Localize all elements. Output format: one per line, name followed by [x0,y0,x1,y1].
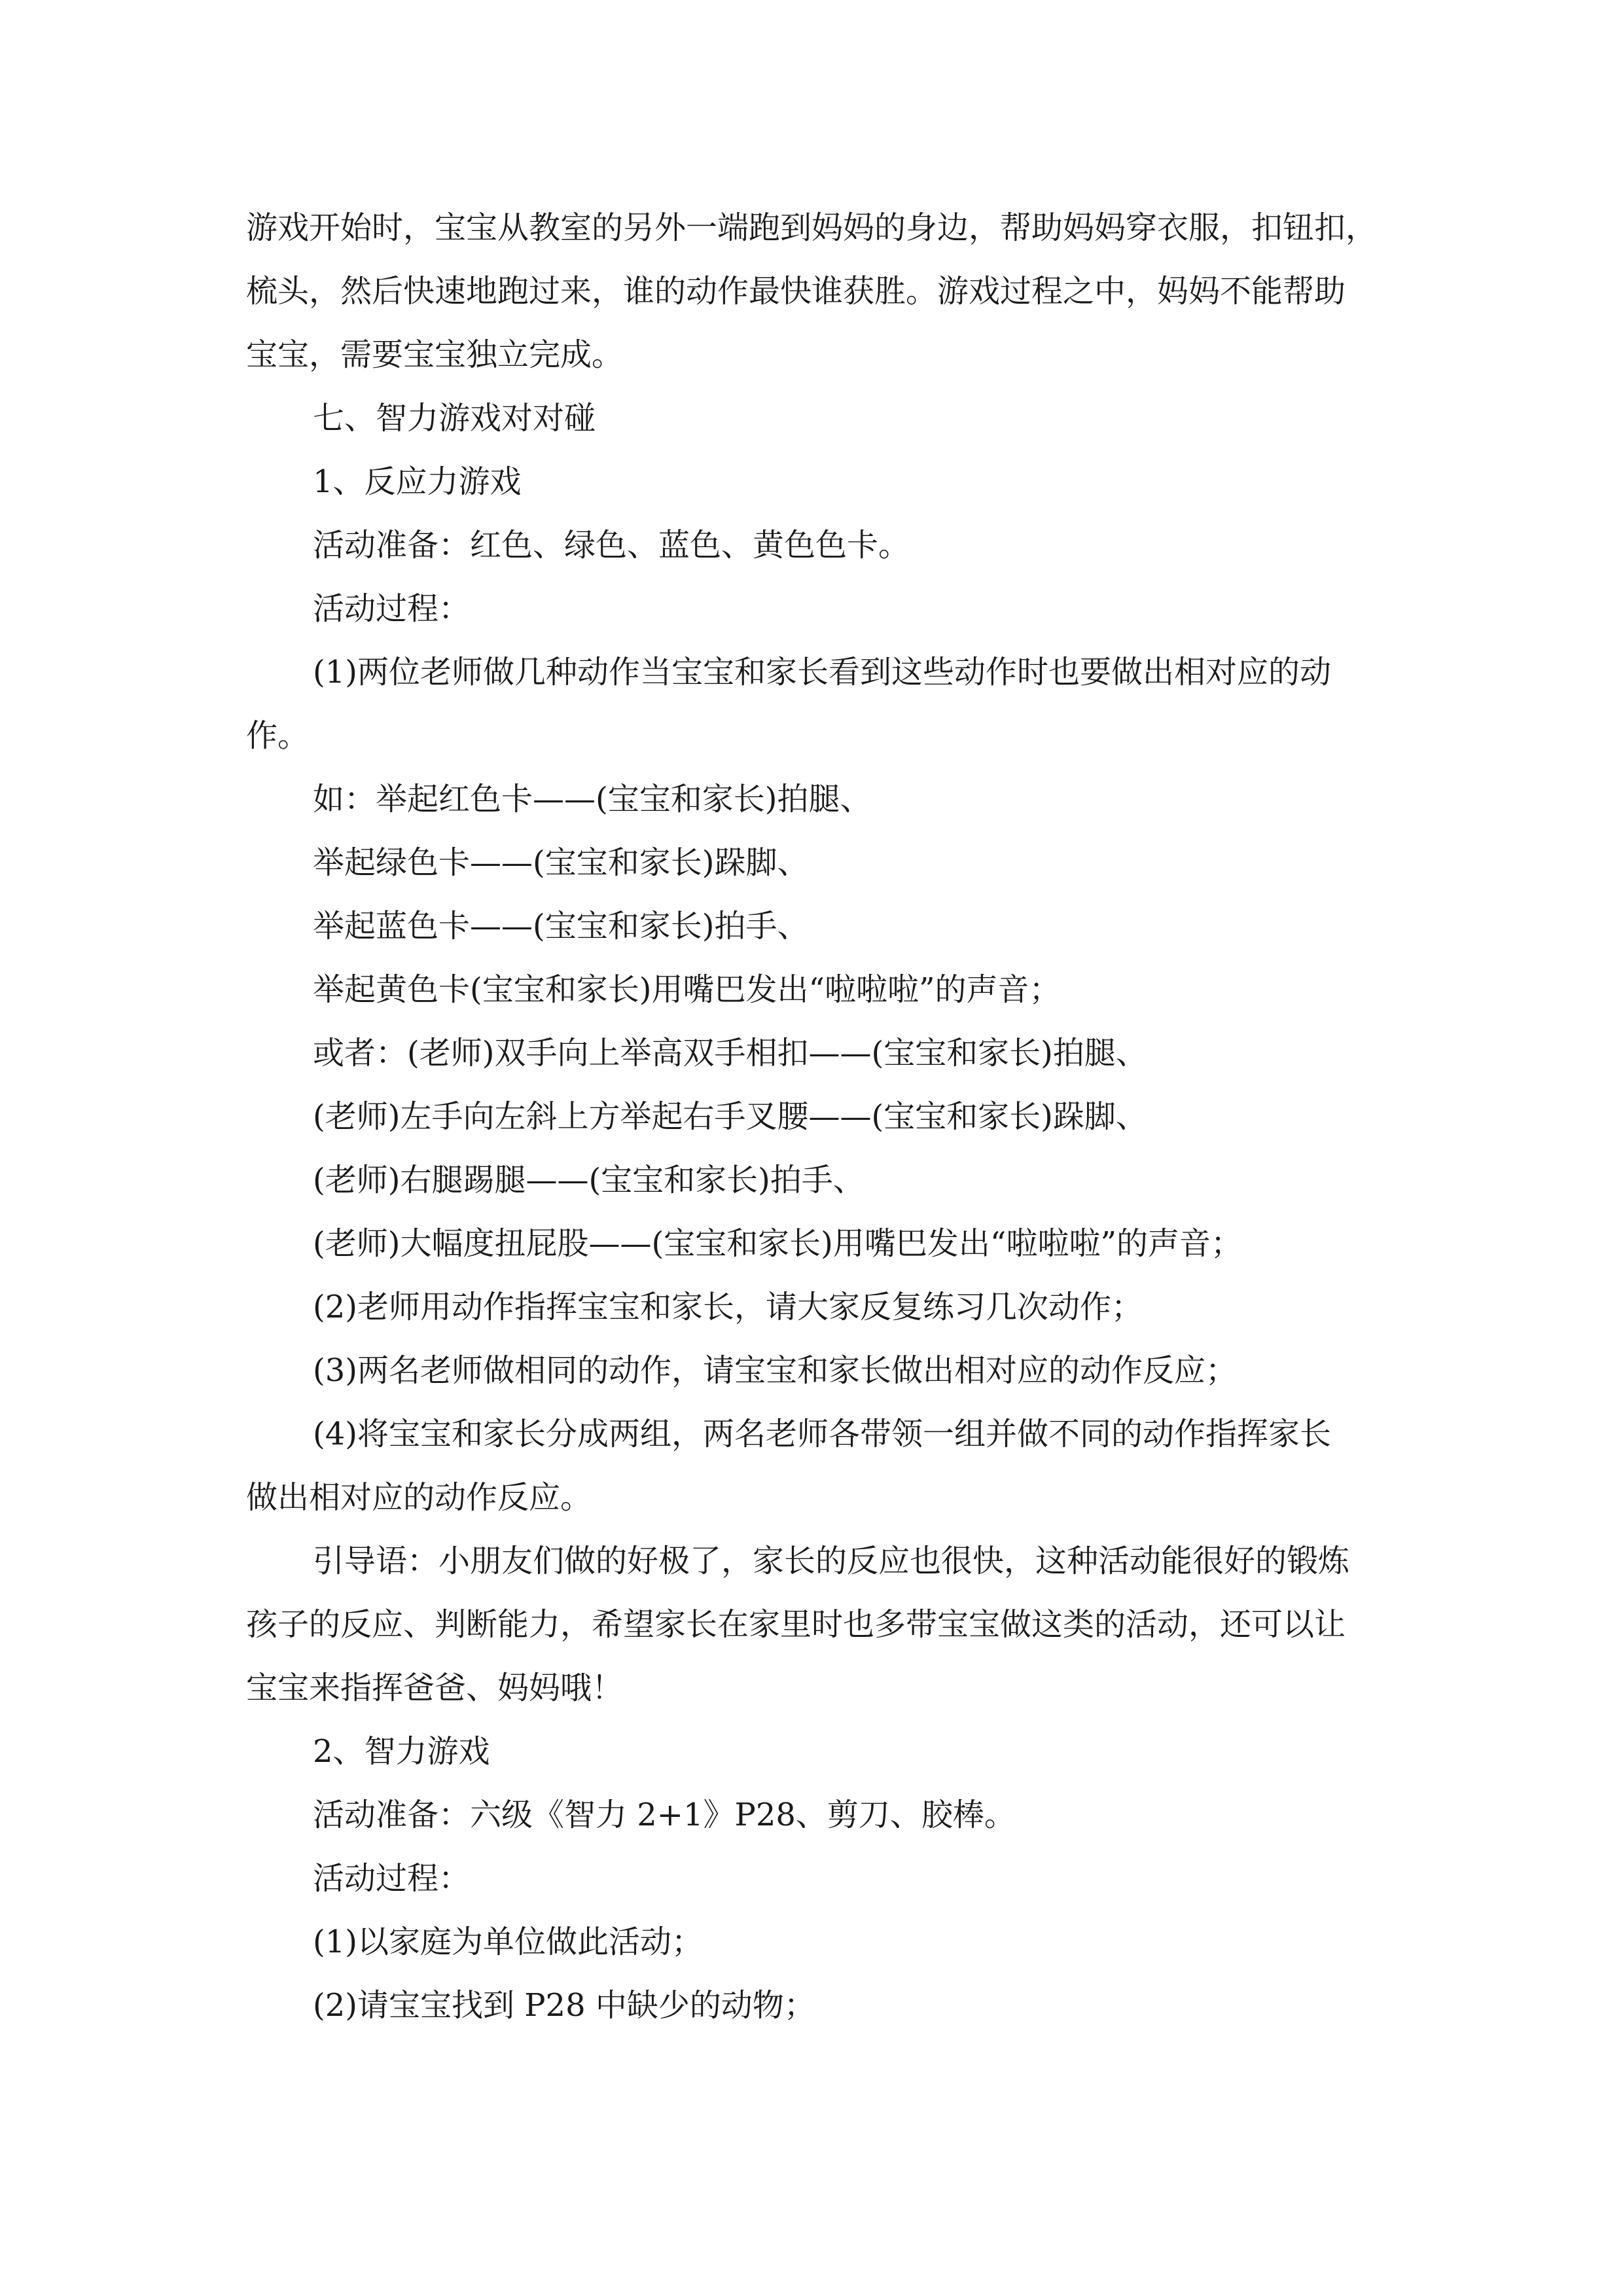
paragraph-line: 引导语：小朋友们做的好极了，家长的反应也很快，这种活动能很好的锻炼 [313,1543,1350,1579]
paragraph-line: 宝宝来指挥爸爸、妈妈哦！ [246,1670,624,1706]
paragraph-line: (老师)大幅度扭屁股——(宝宝和家长)用嘴巴发出“啦啦啦”的声音； [313,1225,1242,1262]
paragraph-line: (1)两位老师做几种动作当宝宝和家长看到这些动作时也要做出相对应的动 [313,654,1331,691]
paragraph-line: 作。 [246,717,310,754]
document-body [246,196,1424,2037]
paragraph-line: (2)老师用动作指挥宝宝和家长，请大家反复练习几次动作； [313,1289,1143,1325]
paragraph-line: 活动过程： [313,590,471,627]
paragraph-line: 举起黄色卡(宝宝和家长)用嘴巴发出“啦啦啦”的声音； [313,971,1061,1008]
paragraph-line: 做出相对应的动作反应。 [246,1479,592,1516]
paragraph-line: 如：举起红色卡——(宝宝和家长)拍腿、 [313,781,872,817]
paragraph-line: 举起绿色卡——(宝宝和家长)跺脚、 [313,844,809,881]
paragraph-line: (4)将宝宝和家长分成两组，两名老师各带领一组并做不同的动作指挥家长 [313,1416,1331,1452]
section-heading: 七、智力游戏对对碰 [313,400,596,437]
subsection-heading: 1、反应力游戏 [313,463,522,500]
paragraph-line: 梳头，然后快速地跑过来，谁的动作最快谁获胜。游戏过程之中，妈妈不能帮助 [246,273,1346,310]
paragraph-line: (老师)右腿踢腿——(宝宝和家长)拍手、 [313,1162,865,1198]
paragraph-line: 或者：(老师)双手向上举高双手相扣——(宝宝和家长)拍腿、 [313,1035,1147,1071]
paragraph-line: 宝宝，需要宝宝独立完成。 [246,336,624,373]
paragraph-line: (1)以家庭为单位做此活动； [313,1924,703,1960]
paragraph-line: 孩子的反应、判断能力，希望家长在家里时也多带宝宝做这类的活动，还可以让 [246,1606,1346,1643]
paragraph-line: 活动过程： [313,1860,471,1897]
paragraph-line: (老师)左手向左斜上方举起右手叉腰——(宝宝和家长)跺脚、 [313,1098,1147,1135]
subsection-heading: 2、智力游戏 [313,1733,490,1770]
paragraph-line: (3)两名老师做相同的动作，请宝宝和家长做出相对应的动作反应； [313,1352,1237,1389]
paragraph-line: 活动准备：六级《智力 2+1》P28、剪刀、胶棒。 [313,1797,1016,1833]
paragraph-line: (2)请宝宝找到 P28 中缺少的动物； [313,1987,815,2024]
paragraph-line: 举起蓝色卡——(宝宝和家长)拍手、 [313,908,809,944]
paragraph-line: 活动准备：红色、绿色、蓝色、黄色色卡。 [313,527,910,564]
paragraph-line: 游戏开始时，宝宝从教室的另外一端跑到妈妈的身边，帮助妈妈穿衣服，扣钮扣， [246,209,1378,246]
